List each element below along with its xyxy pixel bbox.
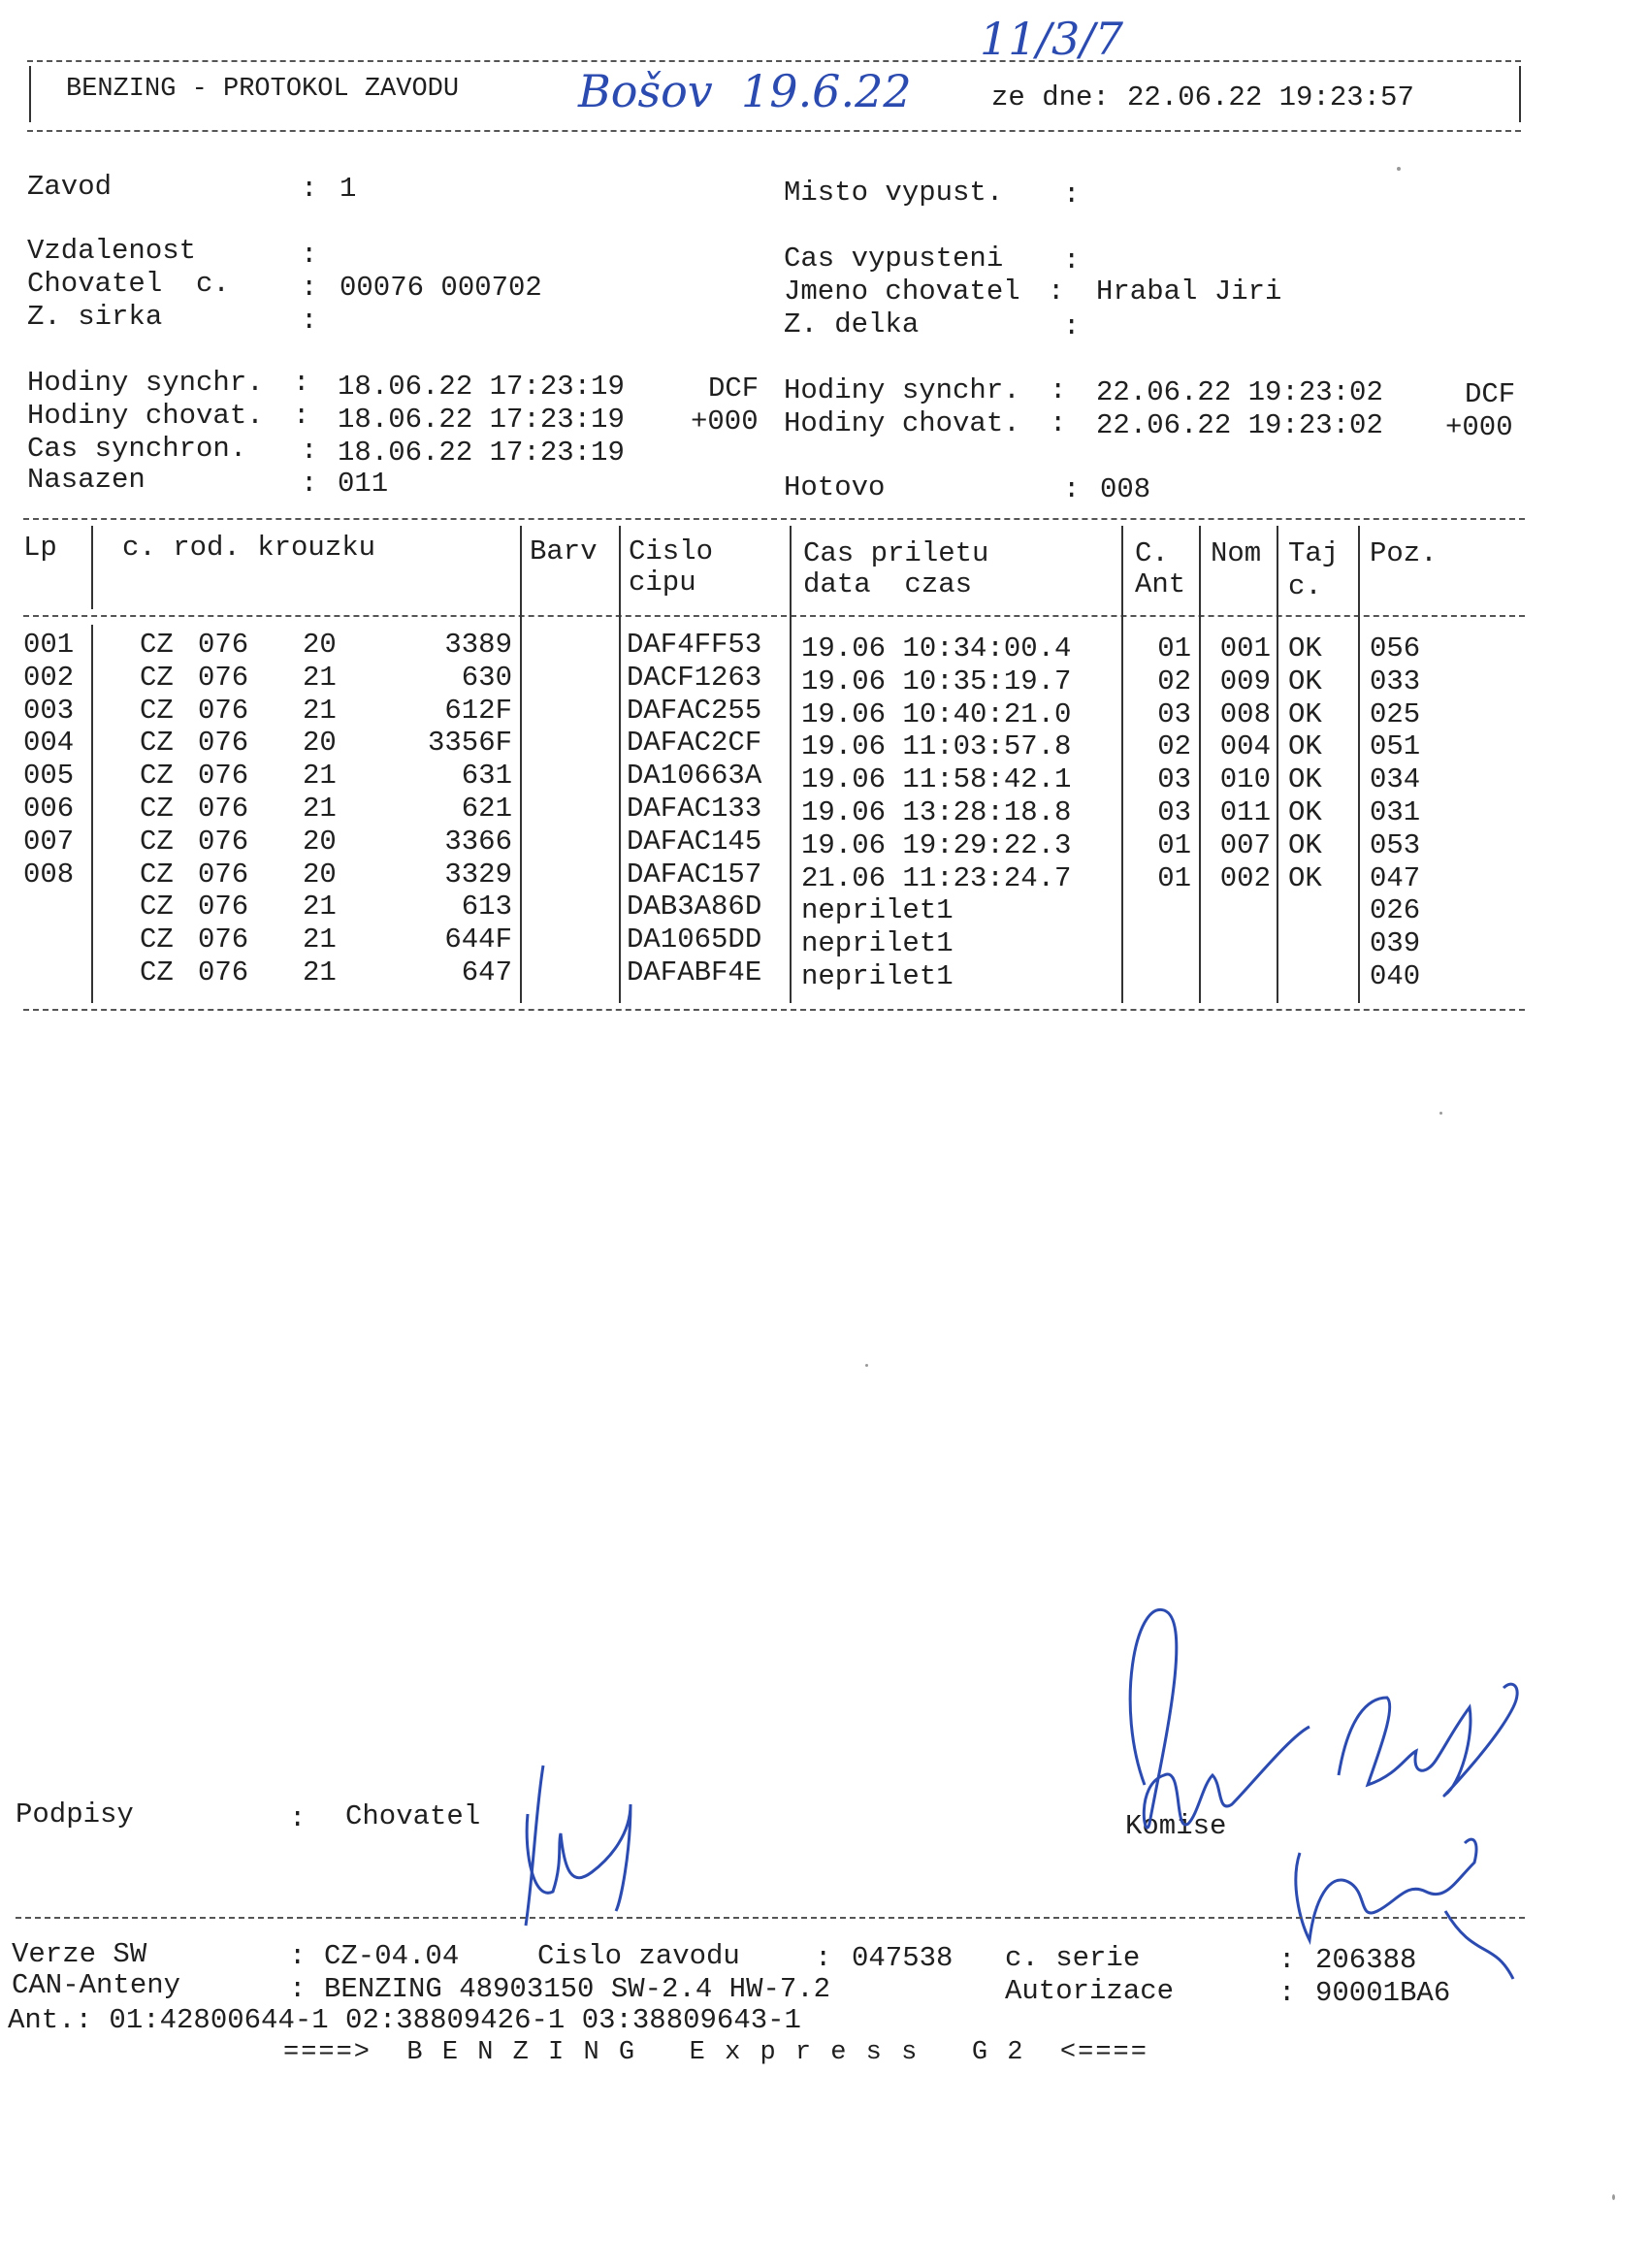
- cell-time: 19.06 11:58:42.1: [801, 763, 1072, 796]
- sync-value: 011: [338, 468, 389, 500]
- cell-nom: 009: [1219, 664, 1271, 697]
- chovatel-label: Chovatel: [345, 1800, 481, 1832]
- col-header-taj: Taj: [1288, 537, 1340, 569]
- cell-poz: 025: [1370, 697, 1421, 730]
- cell-chip: DA10663A: [627, 760, 762, 793]
- cell-lp: 001: [23, 629, 75, 661]
- cell-num: 621: [461, 793, 512, 825]
- cell-chip: DACF1263: [627, 661, 762, 694]
- sync-label: Hodiny chovat.: [27, 400, 264, 432]
- info-colon: :: [1063, 244, 1081, 276]
- header-top-rule: [27, 60, 1521, 62]
- col-header-chip: Cislo: [629, 535, 714, 567]
- header-left-bar: [29, 66, 31, 122]
- cell-poz: 033: [1370, 664, 1421, 697]
- cislo-label: Cislo zavodu: [537, 1940, 740, 1972]
- cell-poz: 047: [1370, 861, 1421, 894]
- cell-chip: DAB3A86D: [627, 891, 762, 923]
- sync-value: 22.06.22 19:23:02: [1096, 376, 1383, 408]
- cell-yr: 21: [303, 760, 337, 793]
- info-value-zavod: 1: [340, 173, 357, 205]
- sync-value: 18.06.22 17:23:19: [338, 404, 625, 436]
- cell-time: neprilet1: [801, 894, 954, 927]
- cell-org: 076: [198, 825, 249, 858]
- cell-taj: OK: [1288, 730, 1322, 763]
- protocol-title: BENZING - PROTOKOL ZAVODU: [66, 75, 460, 104]
- cell-poz: 053: [1370, 828, 1421, 861]
- col-sep: [790, 526, 792, 1003]
- cell-lp: 003: [23, 694, 75, 727]
- antenna-line: Ant.: 01:42800644-1 02:38809426-1 03:38809643-1: [8, 2004, 801, 2036]
- sync-label: Hotovo: [784, 471, 886, 503]
- autor-colon: :: [1278, 1977, 1296, 2009]
- verze-label: Verze SW: [12, 1938, 147, 1970]
- cell-org: 076: [198, 923, 249, 956]
- footer-rule: [16, 1917, 1525, 1919]
- cell-cc: CZ: [140, 793, 174, 825]
- cell-cc: CZ: [140, 694, 174, 727]
- komise-signatures: [1106, 1591, 1552, 1998]
- cell-ant: 03: [1157, 697, 1191, 730]
- cell-yr: 20: [303, 727, 337, 760]
- cell-time: neprilet1: [801, 927, 954, 960]
- cell-org: 076: [198, 727, 249, 760]
- scan-speck: [1612, 2194, 1615, 2200]
- cell-poz: 056: [1370, 632, 1421, 664]
- cell-org: 076: [198, 760, 249, 793]
- cell-poz: 026: [1370, 894, 1421, 927]
- sync-colon: :: [293, 400, 310, 432]
- col-header-barv: Barv: [530, 535, 598, 567]
- cell-num: 3329: [444, 858, 512, 891]
- cell-poz: 040: [1370, 960, 1421, 992]
- cell-org: 076: [198, 694, 249, 727]
- header-bottom-rule: [27, 130, 1521, 132]
- cell-poz: 031: [1370, 796, 1421, 828]
- scan-speck: [1397, 167, 1401, 171]
- table-bottom-rule: [23, 1009, 1525, 1011]
- cell-nom: 001: [1219, 632, 1271, 664]
- signatures-colon: :: [289, 1802, 307, 1834]
- cell-cc: CZ: [140, 891, 174, 923]
- col-header-poz: Poz.: [1370, 537, 1438, 569]
- info-label-misto: Misto vypust.: [784, 177, 1004, 209]
- handwritten-top-number: 11/3/7: [980, 13, 1124, 65]
- cell-yr: 21: [303, 793, 337, 825]
- can-value: BENZING 48903150 SW-2.4 HW-7.2: [324, 1973, 831, 2005]
- info-label-cas-vypusteni: Cas vypusteni: [784, 243, 1004, 275]
- sync-extra: DCF: [708, 373, 760, 405]
- cell-yr: 21: [303, 891, 337, 923]
- komise-label: Komise: [1125, 1810, 1227, 1842]
- cell-nom: 004: [1219, 730, 1271, 763]
- cell-num: 3389: [444, 629, 512, 661]
- cell-cc: CZ: [140, 629, 174, 661]
- cell-num: 631: [461, 760, 512, 793]
- date-label: ze dne:: [991, 81, 1110, 113]
- info-value-jmeno: Hrabal Jiri: [1096, 275, 1282, 308]
- sync-colon: :: [301, 435, 318, 467]
- cell-taj: OK: [1288, 632, 1322, 664]
- col-header-taj-2: c.: [1288, 570, 1322, 602]
- cell-time: 19.06 10:35:19.7: [801, 664, 1072, 697]
- cell-nom: 002: [1219, 861, 1271, 894]
- sync-label: Hodiny synchr.: [784, 374, 1020, 406]
- sync-label: Cas synchron.: [27, 433, 247, 465]
- info-label-jmeno: Jmeno chovatel: [784, 275, 1020, 308]
- col-header-lp: Lp: [23, 532, 57, 564]
- info-colon: :: [1048, 275, 1065, 308]
- cell-chip: DAFAC2CF: [627, 727, 762, 760]
- cell-cc: CZ: [140, 923, 174, 956]
- col-header-chip-2: cipu: [629, 567, 696, 599]
- cell-cc: CZ: [140, 727, 174, 760]
- sync-extra: +000: [691, 405, 759, 437]
- cell-taj: OK: [1288, 796, 1322, 828]
- sync-colon: :: [1063, 473, 1081, 505]
- sync-label: Nasazen: [27, 464, 146, 496]
- cell-time: 19.06 10:40:21.0: [801, 697, 1072, 730]
- cell-ant: 03: [1157, 763, 1191, 796]
- cell-org: 076: [198, 858, 249, 891]
- cell-lp: 008: [23, 858, 75, 891]
- cell-num: 613: [461, 891, 512, 923]
- cell-cc: CZ: [140, 858, 174, 891]
- info-value-chovatel: 00076 000702: [340, 272, 542, 304]
- cell-poz: 039: [1370, 927, 1421, 960]
- info-colon: :: [301, 305, 318, 337]
- sync-value: 22.06.22 19:23:02: [1096, 409, 1383, 441]
- cell-num: 644F: [444, 923, 512, 956]
- sync-value: 18.06.22 17:23:19: [338, 437, 625, 469]
- cell-lp: 007: [23, 825, 75, 858]
- col-header-time: Cas priletu: [803, 537, 989, 569]
- cell-taj: OK: [1288, 828, 1322, 861]
- cell-org: 076: [198, 956, 249, 988]
- table-top-rule: [23, 518, 1525, 520]
- info-colon: :: [1063, 178, 1081, 211]
- cislo-value: 047538: [852, 1942, 954, 1974]
- cell-org: 076: [198, 661, 249, 694]
- cell-cc: CZ: [140, 825, 174, 858]
- col-sep: [1277, 526, 1278, 1003]
- info-label-delka: Z. delka: [784, 308, 920, 340]
- serie-value: 206388: [1315, 1944, 1417, 1976]
- can-colon: :: [289, 1973, 307, 2005]
- cell-chip: DAFAC145: [627, 825, 762, 858]
- serie-label: c. serie: [1005, 1942, 1141, 1974]
- sync-colon: :: [1050, 374, 1067, 406]
- cell-nom: 007: [1219, 828, 1271, 861]
- table-header-rule: [23, 615, 1525, 617]
- autor-value: 90001BA6: [1315, 1977, 1451, 2009]
- cell-org: 076: [198, 629, 249, 661]
- verze-colon: :: [289, 1940, 307, 1972]
- cell-chip: DAFAC255: [627, 694, 762, 727]
- cell-cc: CZ: [140, 760, 174, 793]
- col-header-ring: c. rod. krouzku: [122, 532, 376, 564]
- cell-lp: 004: [23, 727, 75, 760]
- col-sep: [619, 526, 621, 1003]
- cell-time: 21.06 11:23:24.7: [801, 861, 1072, 894]
- cell-ant: 02: [1157, 664, 1191, 697]
- cell-num: 3366: [444, 825, 512, 858]
- info-colon: :: [301, 173, 318, 205]
- brand-line: ====> B E N Z I N G E x p r e s s G 2 <====: [283, 2038, 1148, 2067]
- info-label-zavod: Zavod: [27, 171, 113, 203]
- col-sep: [1199, 526, 1201, 1003]
- cell-lp: 002: [23, 661, 75, 694]
- cell-ant: 01: [1157, 828, 1191, 861]
- col-sep: [1358, 526, 1360, 1003]
- cell-num: 3356F: [427, 727, 512, 760]
- chovatel-signature: [485, 1746, 679, 1930]
- date-value: 22.06.22 19:23:57: [1127, 81, 1414, 113]
- info-label-sirka: Z. sirka: [27, 301, 163, 333]
- cislo-colon: :: [815, 1942, 832, 1974]
- cell-yr: 20: [303, 629, 337, 661]
- cell-lp: 006: [23, 793, 75, 825]
- cell-yr: 21: [303, 923, 337, 956]
- sync-colon: :: [293, 367, 310, 399]
- col-header-nom: Nom: [1211, 537, 1262, 569]
- sync-colon: :: [301, 468, 318, 500]
- col-header-time-2: data czas: [803, 568, 973, 600]
- cell-yr: 21: [303, 661, 337, 694]
- autor-label: Autorizace: [1005, 1975, 1175, 2007]
- handwritten-place-date: Bošov 19.6.22: [578, 65, 912, 117]
- cell-time: 19.06 13:28:18.8: [801, 796, 1072, 828]
- sync-extra: +000: [1445, 411, 1513, 443]
- cell-org: 076: [198, 891, 249, 923]
- cell-ant: 01: [1157, 861, 1191, 894]
- sync-extra: DCF: [1465, 378, 1516, 410]
- sync-colon: :: [1050, 407, 1067, 439]
- info-label-chovatel: Chovatel c.: [27, 268, 230, 300]
- cell-yr: 21: [303, 956, 337, 988]
- scan-speck: [865, 1364, 868, 1367]
- cell-yr: 20: [303, 825, 337, 858]
- info-colon: :: [301, 272, 318, 304]
- cell-num: 647: [461, 956, 512, 988]
- cell-num: 630: [461, 661, 512, 694]
- cell-nom: 011: [1219, 796, 1271, 828]
- serie-colon: :: [1278, 1944, 1296, 1976]
- cell-taj: OK: [1288, 861, 1322, 894]
- info-colon: :: [301, 239, 318, 271]
- col-sep: [91, 526, 93, 609]
- cell-taj: OK: [1288, 664, 1322, 697]
- can-label: CAN-Anteny: [12, 1969, 181, 2001]
- cell-cc: CZ: [140, 956, 174, 988]
- cell-time: 19.06 11:03:57.8: [801, 730, 1072, 763]
- col-header-ant-2: Ant: [1135, 568, 1186, 600]
- cell-chip: DA1065DD: [627, 923, 762, 956]
- cell-nom: 008: [1219, 697, 1271, 730]
- cell-nom: 010: [1219, 763, 1271, 796]
- col-header-ant: C.: [1135, 537, 1169, 569]
- cell-yr: 21: [303, 694, 337, 727]
- info-label-vzdalenost: Vzdalenost: [27, 235, 197, 267]
- cell-taj: OK: [1288, 763, 1322, 796]
- cell-chip: DAF4FF53: [627, 629, 762, 661]
- sync-value: 18.06.22 17:23:19: [338, 371, 625, 403]
- signatures-label: Podpisy: [16, 1798, 134, 1831]
- cell-poz: 051: [1370, 730, 1421, 763]
- col-sep: [1121, 526, 1123, 1003]
- cell-ant: 01: [1157, 632, 1191, 664]
- sync-label: Hodiny chovat.: [784, 407, 1020, 439]
- cell-time: 19.06 10:34:00.4: [801, 632, 1072, 664]
- header-right-bar: [1519, 66, 1521, 122]
- cell-lp: 005: [23, 760, 75, 793]
- cell-num: 612F: [444, 694, 512, 727]
- info-colon: :: [1063, 310, 1081, 342]
- cell-taj: OK: [1288, 697, 1322, 730]
- scan-speck: [1439, 1112, 1442, 1115]
- cell-org: 076: [198, 793, 249, 825]
- col-sep: [91, 625, 93, 1003]
- cell-ant: 02: [1157, 730, 1191, 763]
- cell-yr: 20: [303, 858, 337, 891]
- cell-ant: 03: [1157, 796, 1191, 828]
- cell-time: 19.06 19:29:22.3: [801, 828, 1072, 861]
- cell-poz: 034: [1370, 763, 1421, 796]
- verze-value: CZ-04.04: [324, 1940, 460, 1972]
- cell-cc: CZ: [140, 661, 174, 694]
- sync-value: 008: [1100, 473, 1151, 505]
- sync-label: Hodiny synchr.: [27, 367, 264, 399]
- cell-time: neprilet1: [801, 960, 954, 992]
- cell-chip: DAFAC133: [627, 793, 762, 825]
- cell-chip: DAFAC157: [627, 858, 762, 891]
- cell-chip: DAFABF4E: [627, 956, 762, 988]
- col-sep: [520, 526, 522, 1003]
